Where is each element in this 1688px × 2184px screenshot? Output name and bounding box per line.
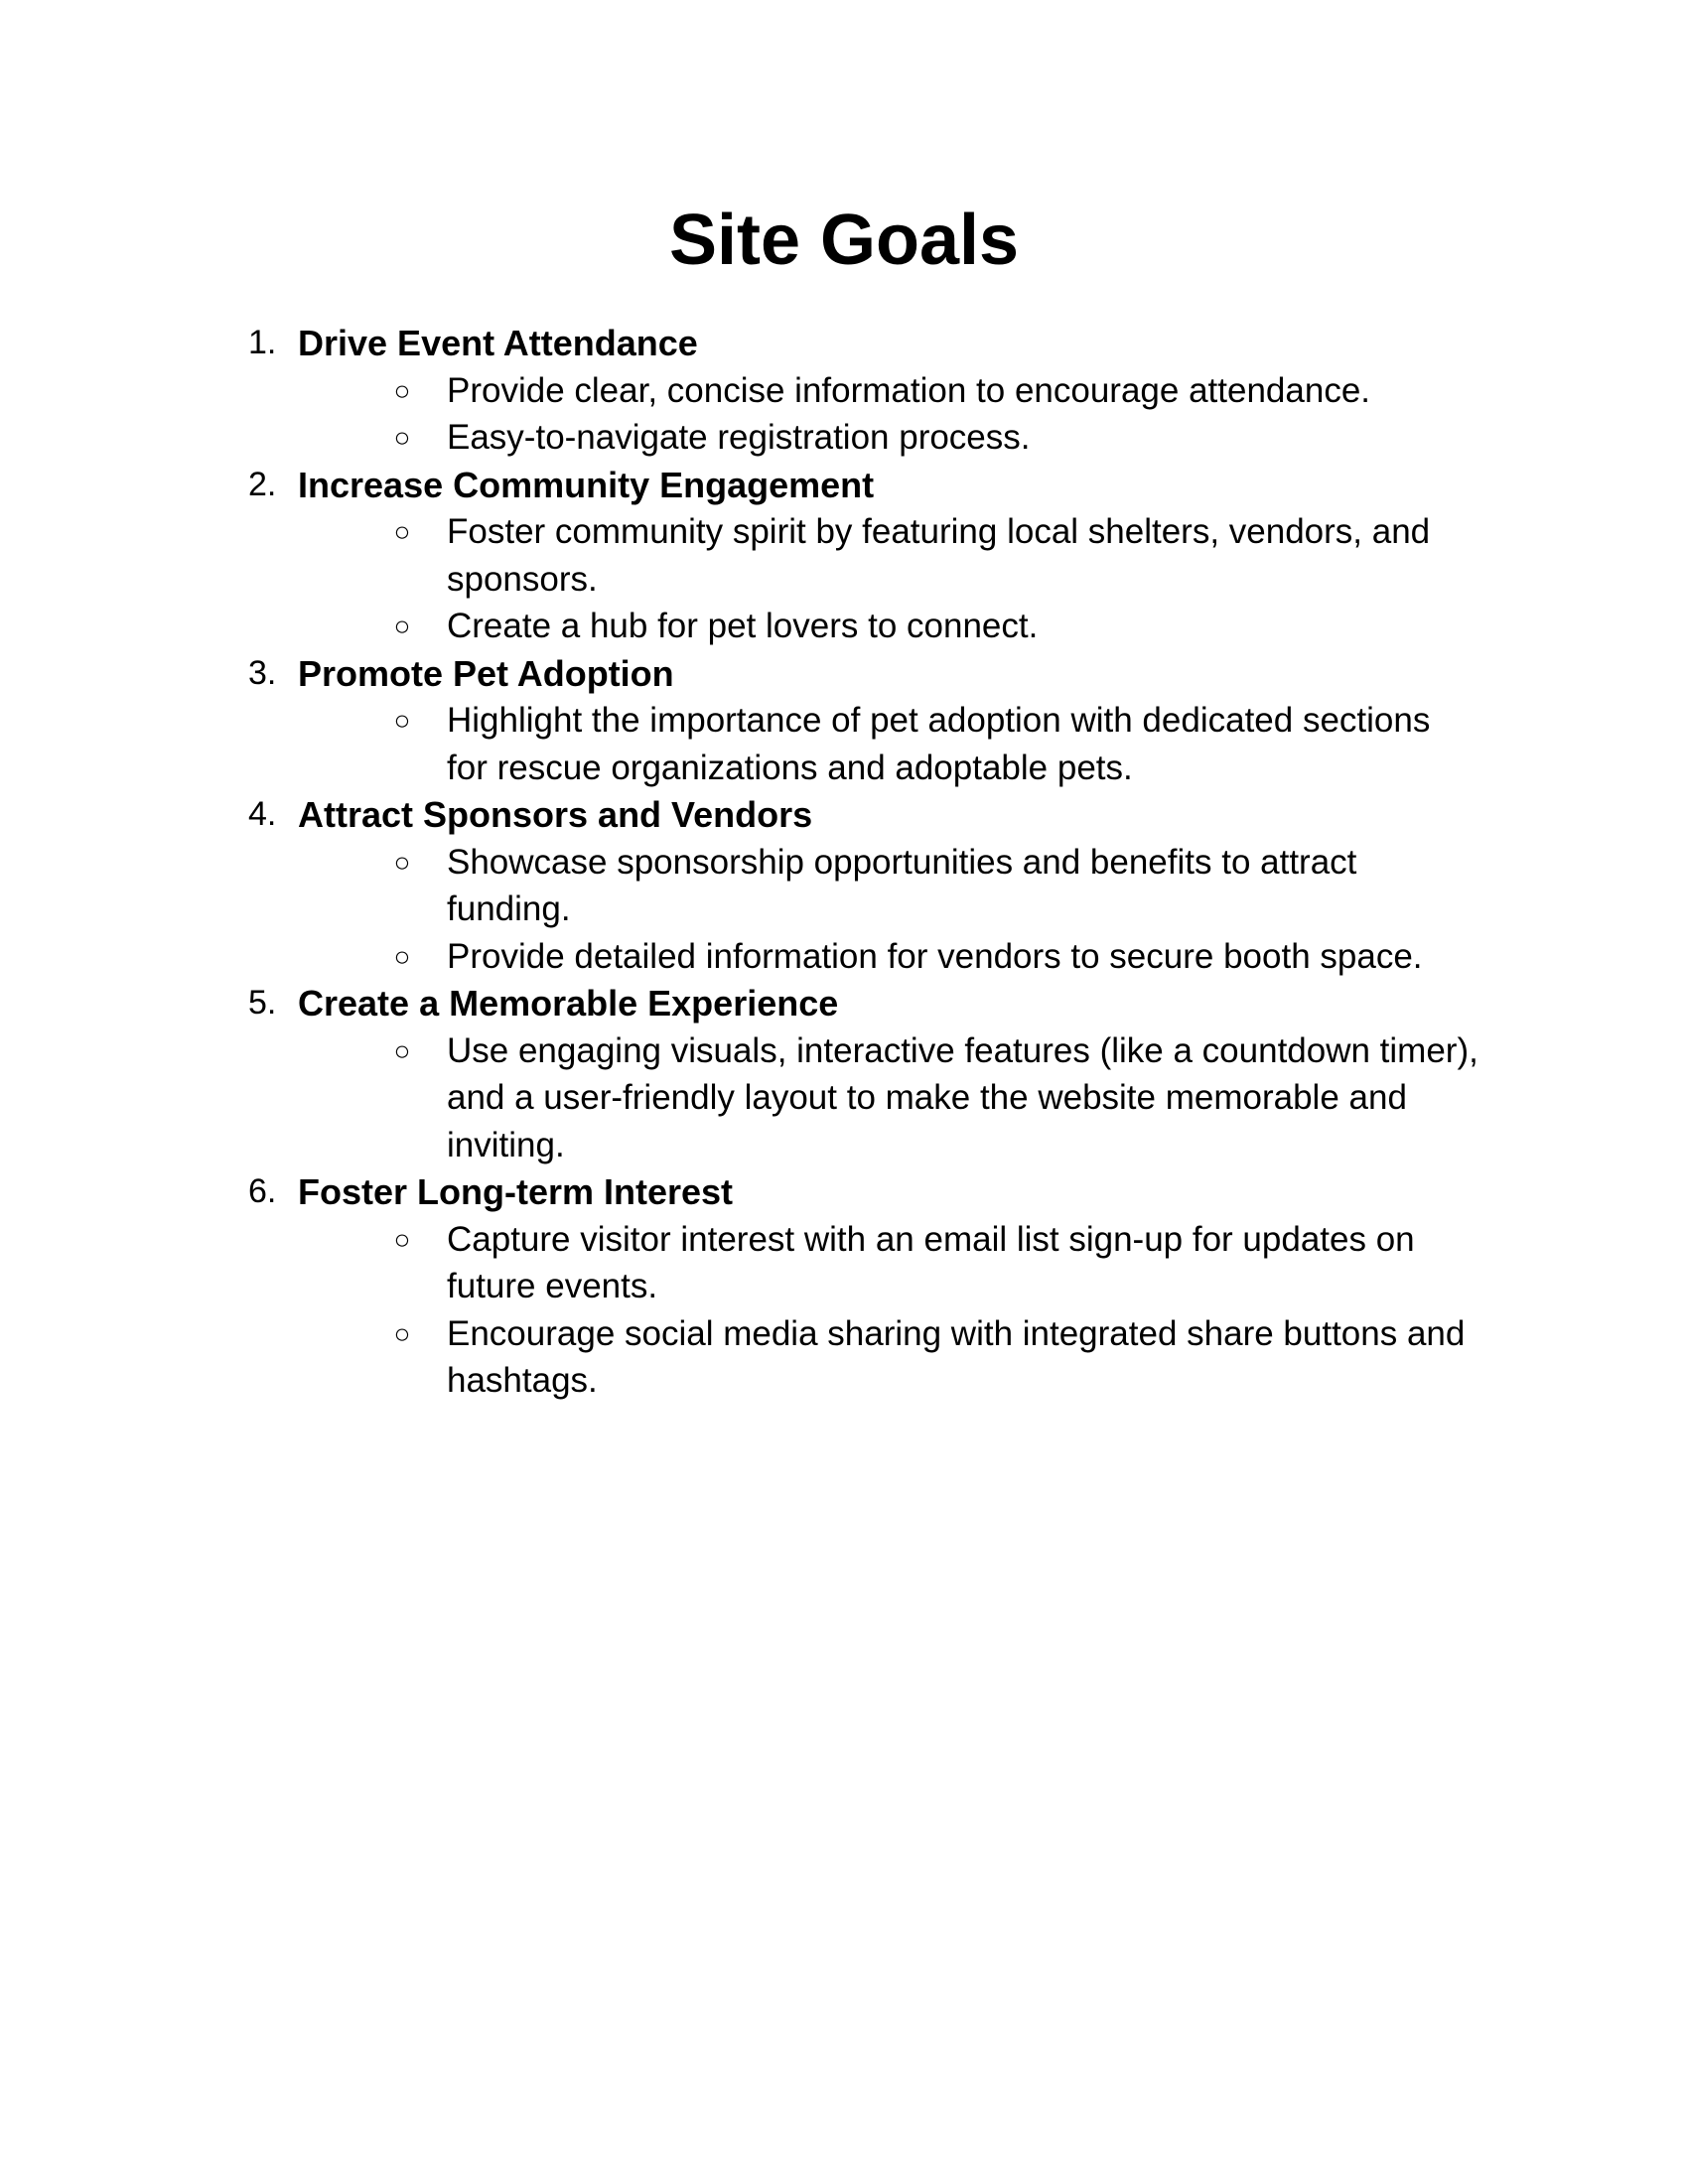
goal-number: 2. — [248, 465, 277, 503]
goal-points — [248, 697, 1499, 791]
hollow-circle-bullet-icon: ○ — [393, 705, 411, 736]
goal-point-text: Provide detailed information for vendors to secure booth space. — [447, 936, 1423, 976]
goals-list — [248, 320, 1499, 1405]
goal-number: 4. — [248, 795, 277, 833]
hollow-circle-bullet-icon: ○ — [393, 1034, 411, 1066]
page-title: Site Goals — [668, 201, 1020, 280]
goal-points — [248, 508, 1499, 650]
goal-point-text: Use engaging visuals, interactive features (like a countdown timer), and a user-friendly layout to make the website memorable and inviting. — [447, 1030, 1478, 1164]
goal-point — [393, 1027, 1499, 1169]
hollow-circle-bullet-icon: ○ — [393, 1223, 411, 1255]
goal-item — [248, 650, 1499, 792]
goal-point-text: Capture visitor interest with an email list sign-up for updates on future events. — [447, 1219, 1415, 1305]
goal-points — [248, 367, 1499, 462]
goal-heading: Drive Event Attendance — [298, 323, 698, 363]
goal-point-text: Encourage social media sharing with integrated share buttons and hashtags. — [447, 1313, 1466, 1400]
goal-point-text: Showcase sponsorship opportunities and benefits to attract funding. — [447, 842, 1357, 928]
goal-point-text: Highlight the importance of pet adoption with dedicated sections for rescue organizations and adoptable pets. — [447, 701, 1431, 787]
goal-item — [248, 980, 1499, 1168]
goal-point — [393, 508, 1499, 603]
goal-points — [248, 839, 1499, 981]
hollow-circle-bullet-icon: ○ — [393, 374, 411, 406]
goal-point — [393, 367, 1499, 415]
goal-points — [248, 1027, 1499, 1169]
hollow-circle-bullet-icon: ○ — [393, 516, 411, 547]
goal-point-text: Provide clear, concise information to encourage attendance. — [447, 370, 1371, 410]
goal-point-text: Foster community spirit by featuring local shelters, vendors, and sponsors. — [447, 512, 1431, 599]
goal-heading: Increase Community Engagement — [298, 464, 875, 505]
goal-point — [393, 933, 1499, 981]
goal-item — [248, 1168, 1499, 1405]
goal-number: 1. — [248, 324, 277, 361]
goal-number: 3. — [248, 653, 277, 692]
goal-heading: Foster Long-term Interest — [298, 1171, 734, 1212]
goal-point — [393, 1216, 1499, 1310]
goal-item — [248, 320, 1499, 462]
goal-point — [393, 414, 1499, 462]
hollow-circle-bullet-icon: ○ — [393, 1317, 411, 1349]
goal-number: 6. — [248, 1172, 277, 1210]
goal-heading: Attract Sponsors and Vendors — [298, 794, 813, 835]
hollow-circle-bullet-icon: ○ — [393, 940, 411, 972]
goal-point — [393, 839, 1499, 933]
goal-point — [393, 697, 1499, 791]
goal-item — [248, 791, 1499, 980]
goal-point-text: Create a hub for pet lovers to connect. — [447, 607, 1039, 645]
goal-item — [248, 462, 1499, 650]
goal-point — [393, 1310, 1499, 1405]
goal-heading: Promote Pet Adoption — [298, 652, 674, 694]
goal-heading: Create a Memorable Experience — [298, 983, 839, 1024]
goal-point — [393, 603, 1499, 650]
goal-points — [248, 1216, 1499, 1405]
goal-point-text: Easy-to-navigate registration process. — [447, 418, 1031, 457]
hollow-circle-bullet-icon: ○ — [393, 846, 411, 878]
hollow-circle-bullet-icon: ○ — [393, 422, 411, 453]
hollow-circle-bullet-icon: ○ — [393, 611, 411, 641]
goal-number: 5. — [248, 984, 277, 1022]
